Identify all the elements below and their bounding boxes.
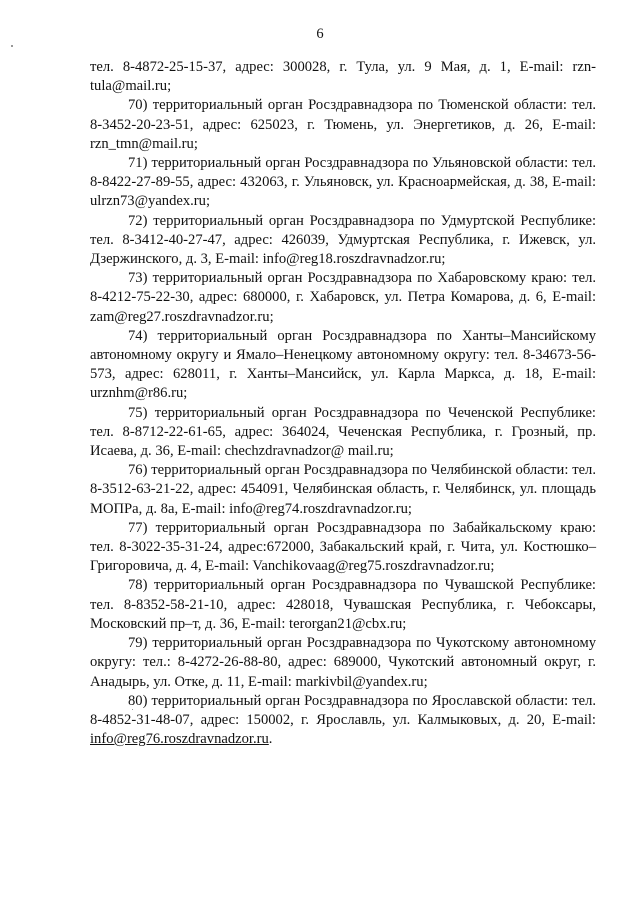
document-body bbox=[90, 58, 596, 749]
page-number: 6 bbox=[316, 26, 324, 42]
entry-69-continuation: тел. 8-4872-25-15-37, адрес: 300028, г. Тула, ул. 9 Мая, д. 1, E-mail: rzn-tula@mail.ru; bbox=[90, 59, 596, 95]
entry-80-text: 80) территориальный орган Росздравнадзора по Ярославской области: тел. 8-4852-31-48-07, адрес: 150002, г. Ярославль, ул. Калмыковых, д. 20, E-mail: bbox=[90, 692, 596, 728]
entry-74: 74) территориальный орган Росздравнадзора по Ханты–Мансийскому автономному округу и Ямало–Ненецкому автономному округу: тел. 8-34673-56-573, адрес: 628011, г. Ханты–Мансийск, ул. Карла Маркса, д. 18, E-mail: urznhm@r86.ru; bbox=[90, 327, 596, 402]
entry-73: 73) территориальный орган Росздравнадзора по Хабаровскому краю: тел. 8-4212-75-22-30, адрес: 680000, г. Хабаровск, ул. Петра Комарова, д. 6, E-mail: zam@reg27.roszdravnadzor.ru; bbox=[90, 270, 596, 325]
scan-speck bbox=[11, 45, 13, 47]
entry-79: 79) территориальный орган Росздравнадзора по Чукотскому автономному округу: тел.: 8-4272-26-88-80, адрес: 689000, Чукотский автономный округ, г. Анадырь, ул. Отке, д. 11, E-mail: markivbil@yandex.ru; bbox=[90, 635, 596, 690]
entry-75: 75) территориальный орган Росздравнадзора по Чеченской Республике: тел. 8-8712-22-61-65, адрес: 364024, Чеченская Республика, г. Грозный, пр. Исаева, д. 36, E-mail: chechzdravnadzor@ mail.ru; bbox=[90, 404, 596, 460]
entry-77: 77) территориальный орган Росздравнадзора по Забайкальскому краю: тел. 8-3022-35-31-24, адрес:672000, Забакальский край, г. Чита, ул. Костюшко–Григоровича, д. 4, E-mail: Vanchikovaag@reg75.roszdravnadzor.ru; bbox=[90, 519, 596, 575]
entry-70: 70) территориальный орган Росздравнадзора по Тюменской области: тел. 8-3452-20-23-51, адрес: 625023, г. Тюмень, ул. Энергетиков, д. 26, E-mail: rzn_tmn@mail.ru; bbox=[90, 97, 596, 152]
entry-78: 78) территориальный орган Росздравнадзора по Чувашской Республике: тел. 8-8352-58-21-10, адрес: 428018, Чувашская Республика, г. Чебоксары, Московский пр–т, д. 36, E-mail: terorgan21@cbx.ru; bbox=[90, 577, 596, 632]
entry-72: 72) территориальный орган Росздравнадзора по Удмуртской Республике: тел. 8-3412-40-27-47, адрес: 426039, Удмуртская Республика, г. Ижевск, ул. Дзержинского, д. 3, E-mail: info@reg18.roszdravnadzor.ru; bbox=[90, 212, 596, 268]
email-link[interactable]: info@reg76.roszdravnadzor.ru bbox=[90, 731, 269, 748]
entry-76: 76) территориальный орган Росздравнадзора по Челябинской области: тел. 8-3512-63-21-22, адрес: 454091, Челябинская область, г. Челябинск, ул. площадь МОПРа, д. 8а, E-mail: info@reg74.roszdravnadzor.ru; bbox=[90, 462, 596, 517]
entry-80 bbox=[90, 692, 596, 750]
entry-71: 71) территориальный орган Росздравнадзора по Ульяновской области: тел. 8-8422-27-89-55, адрес: 432063, г. Ульяновск, ул. Красноармейская, д. 38, E-mail: ulrzn73@yandex.ru; bbox=[90, 155, 596, 210]
entry-80-end: . bbox=[268, 731, 273, 748]
